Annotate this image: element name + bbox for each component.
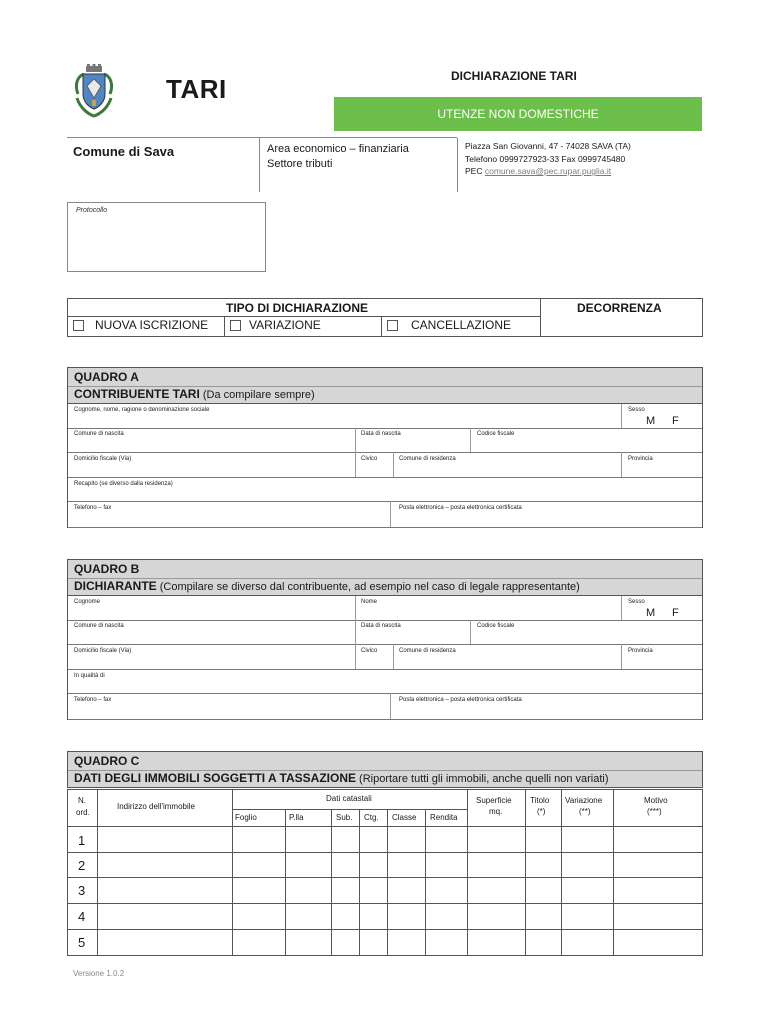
column-divider (425, 809, 426, 956)
form-title: TARI (166, 74, 227, 104)
column-divider (387, 809, 388, 956)
col-ctg-header: Ctg. (364, 813, 379, 822)
document-type-title: DICHIARAZIONE TARI (451, 69, 577, 83)
quadro-b-subtitle (74, 579, 580, 593)
column-divider (359, 809, 360, 956)
codice-fiscale-label: Codice fiscale (477, 431, 515, 437)
quadro-b-header (67, 559, 703, 596)
qualita-label: In qualità di (74, 673, 105, 679)
domicilio-label: Domicilio fiscale (Via) (74, 456, 132, 462)
col-superficie-header: Superficie (476, 796, 512, 805)
quadro-b-form (67, 596, 703, 720)
category-banner-label: UTENZE NON DOMESTICHE (437, 107, 599, 121)
header-divider (67, 137, 457, 138)
phone-line: Telefono 0999727923-33 Fax 0999745480 (465, 154, 626, 164)
area-label: Area economico – finanziaria (267, 143, 409, 155)
field-divider (470, 428, 471, 452)
column-divider (331, 809, 332, 956)
pec-prefix: PEC (465, 166, 485, 176)
row-divider (68, 452, 702, 453)
cancellazione-label: CANCELLAZIONE (411, 318, 512, 332)
provincia-label: Provincia (628, 648, 653, 654)
immobili-table (67, 789, 703, 956)
field-divider (621, 404, 622, 428)
telefono-label: Telefono – fax (74, 697, 112, 703)
table-divider (381, 316, 382, 337)
row-divider (68, 428, 702, 429)
tipo-dichiarazione-title: TIPO DI DICHIARAZIONE (226, 301, 369, 315)
comune-residenza-label: Comune di residenza (399, 648, 456, 654)
protocollo-label: Protocollo (76, 207, 108, 214)
quadro-a-header (67, 367, 703, 404)
category-banner (334, 97, 702, 131)
nome-label: Nome (361, 599, 378, 605)
col-motivo-header: Motivo (644, 796, 668, 805)
quadro-c-subtitle-bold: DATI DEGLI IMMOBILI SOGGETTI A TASSAZIONE (74, 771, 356, 785)
field-divider (355, 452, 356, 477)
civico-label: Civico (361, 648, 378, 654)
variazione-checkbox[interactable] (230, 320, 241, 331)
telefono-label: Telefono – fax (74, 505, 112, 511)
quadro-c-subtitle (74, 771, 609, 785)
field-divider (621, 644, 622, 669)
comune-name: Comune di Sava (73, 144, 175, 159)
comune-residenza-label: Comune di residenza (399, 456, 456, 462)
field-divider (355, 596, 356, 620)
recapito-label: Recapito (se diverso dalla residenza) (74, 481, 173, 487)
row-divider (68, 501, 702, 502)
decorrenza-title: DECORRENZA (577, 301, 662, 315)
row-divider (68, 527, 702, 528)
row-divider (68, 826, 702, 827)
row-divider (68, 852, 702, 853)
col-titolo-header: (*) (537, 807, 546, 816)
municipal-crest-icon (72, 64, 116, 118)
row-divider (68, 929, 702, 930)
field-divider (390, 501, 391, 528)
version-label: Versione 1.0.2 (73, 969, 125, 978)
col-motivo-header: (***) (647, 807, 662, 816)
column-divider (467, 790, 468, 956)
column-divider (232, 790, 233, 956)
nuova-iscrizione-checkbox[interactable] (73, 320, 84, 331)
field-divider (355, 428, 356, 452)
col-dati-catastali-header: Dati catastali (326, 794, 372, 803)
provincia-label: Provincia (628, 456, 653, 462)
field-divider (393, 452, 394, 477)
variazione-label: VARIAZIONE (249, 318, 321, 332)
quadro-b-title: QUADRO B (74, 562, 140, 576)
header-separator (457, 138, 458, 192)
col-superficie-header: mq. (489, 807, 503, 816)
pec-label: Posta elettronica – posta elettronica certificata (399, 697, 522, 703)
col-variazione-header: (**) (579, 807, 591, 816)
row-divider (68, 644, 702, 645)
row-divider (68, 693, 702, 694)
row-number: 5 (78, 935, 86, 950)
row-divider (68, 477, 702, 478)
col-variazione-header: Variazione (565, 796, 603, 805)
col-n-ord-header: ord. (76, 808, 90, 817)
field-divider (355, 644, 356, 669)
quadro-a-title: QUADRO A (74, 370, 139, 384)
row-number: 2 (78, 858, 86, 873)
col-indirizzo-header: Indirizzo dell'immobile (117, 802, 195, 811)
row-divider (68, 719, 702, 720)
row-number: 4 (78, 909, 86, 924)
comune-nascita-label: Comune di nascita (74, 623, 124, 629)
col-titolo-header: Titolo (530, 796, 550, 805)
table-divider (67, 316, 541, 317)
field-divider (355, 620, 356, 644)
sesso-label: Sesso (628, 407, 645, 413)
column-divider (613, 790, 614, 956)
quadro-c-subtitle-note: (Riportare tutti gli immobili, anche quelli non variati) (356, 773, 609, 785)
row-number: 3 (78, 883, 86, 898)
settore-label: Settore tributi (267, 158, 333, 170)
column-divider (561, 790, 562, 956)
cancellazione-checkbox[interactable] (387, 320, 398, 331)
data-nascita-label: Data di nascita (361, 431, 401, 437)
codice-fiscale-label: Codice fiscale (477, 623, 515, 629)
domicilio-label: Domicilio fiscale (Via) (74, 648, 132, 654)
col-n-ord-header: N. (78, 796, 86, 805)
field-divider (621, 596, 622, 620)
address-line: Piazza San Giovanni, 47 - 74028 SAVA (TA) (465, 141, 631, 151)
quadro-b-subtitle-note: (Compilare se diverso dal contribuente, ad esempio nel caso di legale rappresentante) (156, 581, 580, 593)
data-nascita-label: Data di nascita (361, 623, 401, 629)
cognome-label: Cognome, nome, ragione o denominazione sociale (74, 407, 210, 413)
col-classe-header: Classe (392, 813, 417, 822)
pec-email-link[interactable]: comune.sava@pec.rupar.puglia.it (484, 166, 612, 176)
sesso-f-option[interactable]: F (672, 607, 679, 619)
pec-line (465, 166, 611, 176)
row-divider (232, 809, 467, 810)
table-divider (540, 298, 541, 337)
row-number: 1 (78, 833, 86, 848)
field-divider (390, 693, 391, 720)
column-divider (97, 790, 98, 956)
sesso-label: Sesso (628, 599, 645, 605)
quadro-c-header (67, 751, 703, 788)
quadro-a-form (67, 404, 703, 528)
col-rendita-header: Rendita (430, 813, 458, 822)
field-divider (621, 452, 622, 477)
cognome-label: Cognome (74, 599, 101, 605)
sesso-m-option[interactable]: M (646, 607, 656, 619)
quadro-a-subtitle (74, 387, 315, 401)
row-divider (68, 903, 702, 904)
nuova-iscrizione-label: NUOVA ISCRIZIONE (95, 318, 209, 332)
field-divider (393, 644, 394, 669)
row-divider (68, 620, 702, 621)
comune-nascita-label: Comune di nascita (74, 431, 124, 437)
column-divider (285, 809, 286, 956)
row-divider (68, 669, 702, 670)
header-separator (259, 138, 260, 192)
quadro-a-subtitle-bold: CONTRIBUENTE TARI (74, 387, 200, 401)
civico-label: Civico (361, 456, 378, 462)
field-divider (470, 620, 471, 644)
quadro-a-subtitle-note: (Da compilare sempre) (199, 389, 315, 401)
sesso-f-option[interactable]: F (672, 415, 679, 427)
quadro-b-subtitle-bold: DICHIARANTE (74, 579, 157, 593)
table-divider (224, 316, 225, 337)
pec-label: Posta elettronica – posta elettronica certificata (399, 505, 522, 511)
sesso-m-option[interactable]: M (646, 415, 656, 427)
col-plla-header: P.lla (289, 813, 304, 822)
quadro-c-title: QUADRO C (74, 754, 140, 768)
col-sub-header: Sub. (336, 813, 353, 822)
row-divider (68, 877, 702, 878)
column-divider (525, 790, 526, 956)
col-foglio-header: Foglio (235, 813, 257, 822)
